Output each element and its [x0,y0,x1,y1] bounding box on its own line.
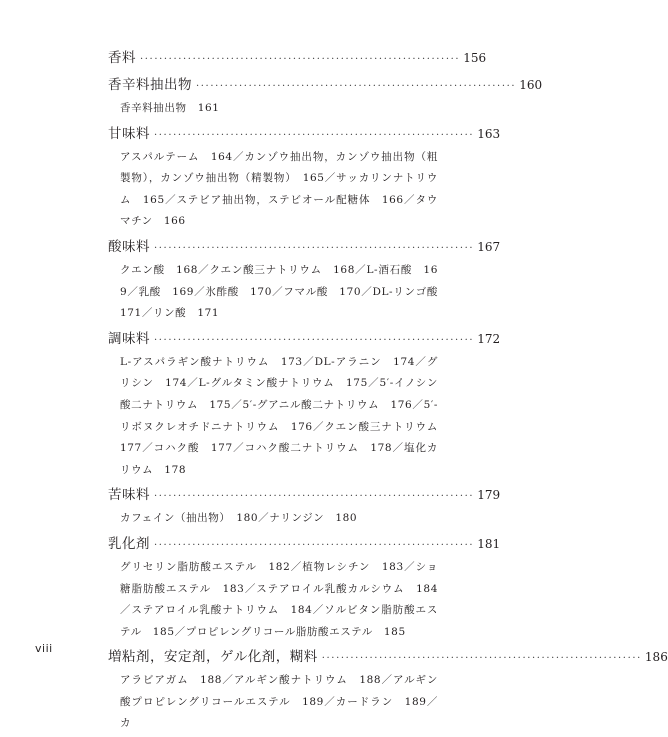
toc-page: 172 [477,331,501,346]
toc-page: 160 [519,78,543,92]
toc-subentries: アラビアガム 188／アルギン酸ナトリウム 188／アルギン酸プロピレングリコールエステル 189／カードラン 189／カ [120,674,438,730]
toc-title: 酸味料 [108,238,150,255]
toc-title: 調味料 [108,330,150,347]
toc-title: 香料 [108,50,136,66]
toc-entry [108,46,487,71]
toc-entry [108,73,543,120]
toc-heading [108,235,501,260]
toc-heading [108,73,543,98]
leader-dots: ··································································· [140,54,461,65]
toc-subentries: L-アスパラギン酸ナトリウム 173／DL-アラニン 174／グリシン 174／L-グルタミン酸ナトリウム 175／5′-イノシン酸二ナトリウム 175／5′-グアニル酸二ナトリウム 176／5′-リボヌクレオチドニナトリウム 176／クエン酸三ナトリウム 177／コハク酸 177／コハク酸二ナトリウム 178／塩化カリウム 178 [120,355,450,476]
leader-dots: ··································································· [154,491,475,503]
toc-title: 甘味料 [108,125,150,142]
toc-heading [108,46,487,71]
toc-entry [108,645,668,735]
leader-dots: ··································································· [321,653,642,665]
toc-title: 苦味料 [108,487,150,504]
toc-subentries: カフェイン（抽出物） 180／ナリンジン 180 [120,512,358,525]
toc-subentries: 香辛料抽出物 161 [120,102,220,114]
leader-dots: ··································································· [154,334,475,346]
toc-title: 香辛料抽出物 [108,77,192,93]
toc-heading [108,645,668,670]
toc-subentries: グリセリン脂肪酸エステル 182／植物レシチン 183／ショ糖脂肪酸エステル 183／ステアロイル乳酸カルシウム 184／ステアロイル乳酸ナトリウム 184／ソルビタン脂肪酸エステル 185／プロピレングリコール脂肪酸エステル 185 [120,560,438,638]
toc-entry [108,235,501,325]
toc-title: 乳化剤 [108,535,150,552]
toc-entry [108,122,501,233]
toc-heading [108,483,501,508]
leader-dots: ··································································· [154,129,475,141]
toc-page: 186 [644,650,668,665]
toc-heading [108,122,501,147]
table-of-contents [108,46,668,737]
leader-dots: ··································································· [154,539,475,551]
toc-page: 167 [477,239,501,254]
toc-entry [108,327,501,482]
toc-page: 181 [477,536,501,551]
toc-entry [108,532,501,643]
toc-heading [108,532,501,557]
toc-page: 156 [463,51,487,65]
toc-page: 163 [477,126,501,141]
toc-heading [108,327,501,352]
leader-dots: ··································································· [154,242,475,254]
toc-entry [108,483,501,530]
toc-subentries: アスパルテーム 164／カンゾウ抽出物，カンゾウ抽出物（粗製物），カンゾウ抽出物（精製物） 165／サッカリンナトリウム 165／ステビア抽出物，ステビオール配糖体 166／タウマチン 166 [120,150,438,228]
toc-subentries: クエン酸 168／クエン酸三ナトリウム 168／L-酒石酸 169／乳酸 169／氷酢酸 170／フマル酸 170／DL-リンゴ酸 171／リン酸 171 [120,263,450,320]
leader-dots: ··································································· [196,81,517,92]
page-number: viii [35,642,53,655]
toc-title: 増粘剤，安定剤，ゲル化剤，糊料 [108,649,318,666]
toc-page: 179 [477,488,501,503]
